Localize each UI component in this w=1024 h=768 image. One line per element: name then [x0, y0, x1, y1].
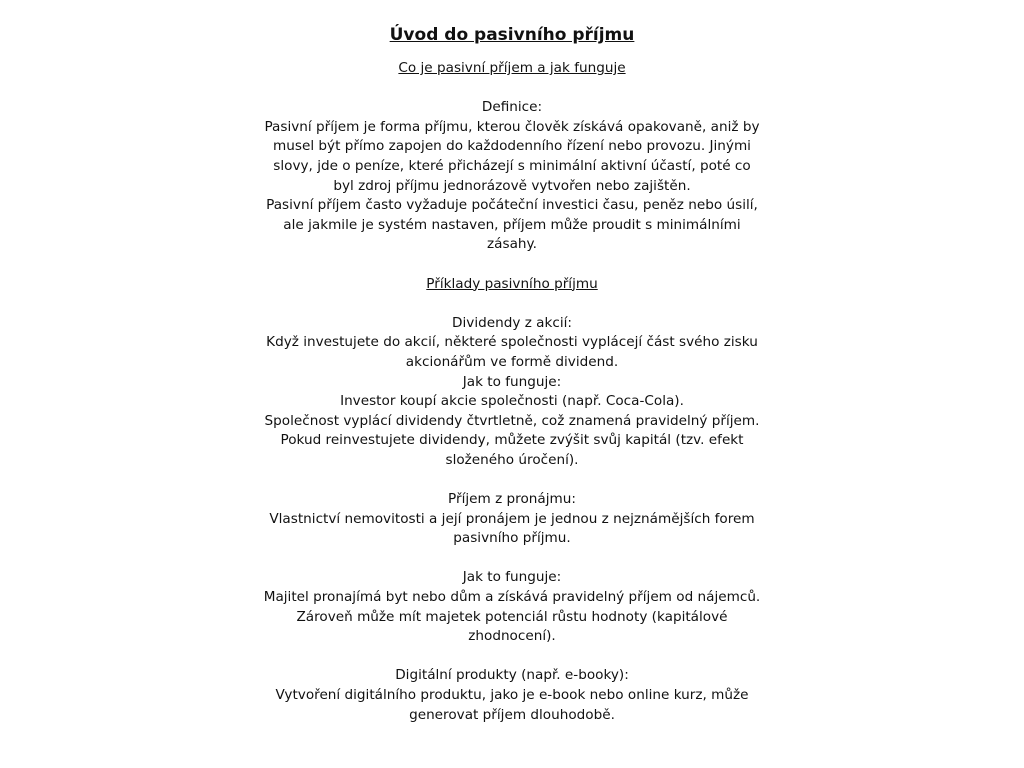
dividends-heading: Dividendy z akcií: — [452, 314, 572, 331]
definition-paragraph-1: Pasivní příjem je forma příjmu, kterou člověk získává opakovaně, aniž by musel být přímo zapojen do každodenního řízení nebo provozu. Jinými slovy, jde o peníze, které přicházejí s minimální aktivní účastí, poté co byl zdroj příjmu jednorázově vytvořen nebo zajištěn. — [264, 118, 760, 194]
dividends-step-3: Pokud reinvestujete dividendy, můžete zvýšit svůj kapitál (tzv. efekt složeného úročení). — [280, 432, 744, 468]
dividends-text: Když investujete do akcií, některé společnosti vyplácejí část svého zisku akcionářům ve formě dividend. — [266, 334, 758, 370]
spacer — [262, 647, 762, 667]
rental-step-1: Majitel pronajímá byt nebo dům a získává pravidelný příjem od nájemců. — [263, 589, 761, 606]
spacer — [262, 549, 762, 569]
examples-heading: Příklady pasivního příjmu — [426, 275, 598, 292]
rental-heading: Příjem z pronájmu: — [448, 491, 576, 508]
digital-text: Vytvoření digitálního produktu, jako je e-book nebo online kurz, může generovat příjem dlouhodobě. — [275, 687, 749, 723]
spacer — [262, 294, 762, 314]
spacer — [262, 470, 762, 490]
dividends-step-1: Investor koupí akcie společnosti (např. Coca-Cola). — [340, 393, 684, 410]
spacer — [262, 255, 762, 275]
rental-step-2: Zároveň může mít majetek potenciál růstu hodnoty (kapitálové zhodnocení). — [296, 608, 728, 645]
document-subtitle: Co je pasivní příjem a jak funguje — [398, 60, 626, 76]
dividends-how-heading: Jak to funguje: — [462, 373, 562, 390]
dividends-step-2: Společnost vyplácí dividendy čtvrtletně, což znamená pravidelný příjem. — [264, 412, 760, 429]
spacer — [262, 79, 762, 99]
definition-heading: Definice: — [481, 99, 543, 116]
rental-text: Vlastnictví nemovitosti a její pronájem je jednou z nejznámějších forem pasivního příjmu. — [269, 510, 755, 547]
digital-heading: Digitální produkty (např. e-booky): — [395, 667, 629, 684]
rental-how-heading: Jak to funguje: — [462, 569, 562, 586]
document-body — [262, 22, 762, 725]
document-title: Úvod do pasivního příjmu — [389, 25, 635, 45]
definition-paragraph-2: Pasivní příjem často vyžaduje počáteční investici času, peněz nebo úsilí, ale jakmile je systém nastaven, příjem může proudit s minimálními zásahy. — [266, 197, 758, 253]
